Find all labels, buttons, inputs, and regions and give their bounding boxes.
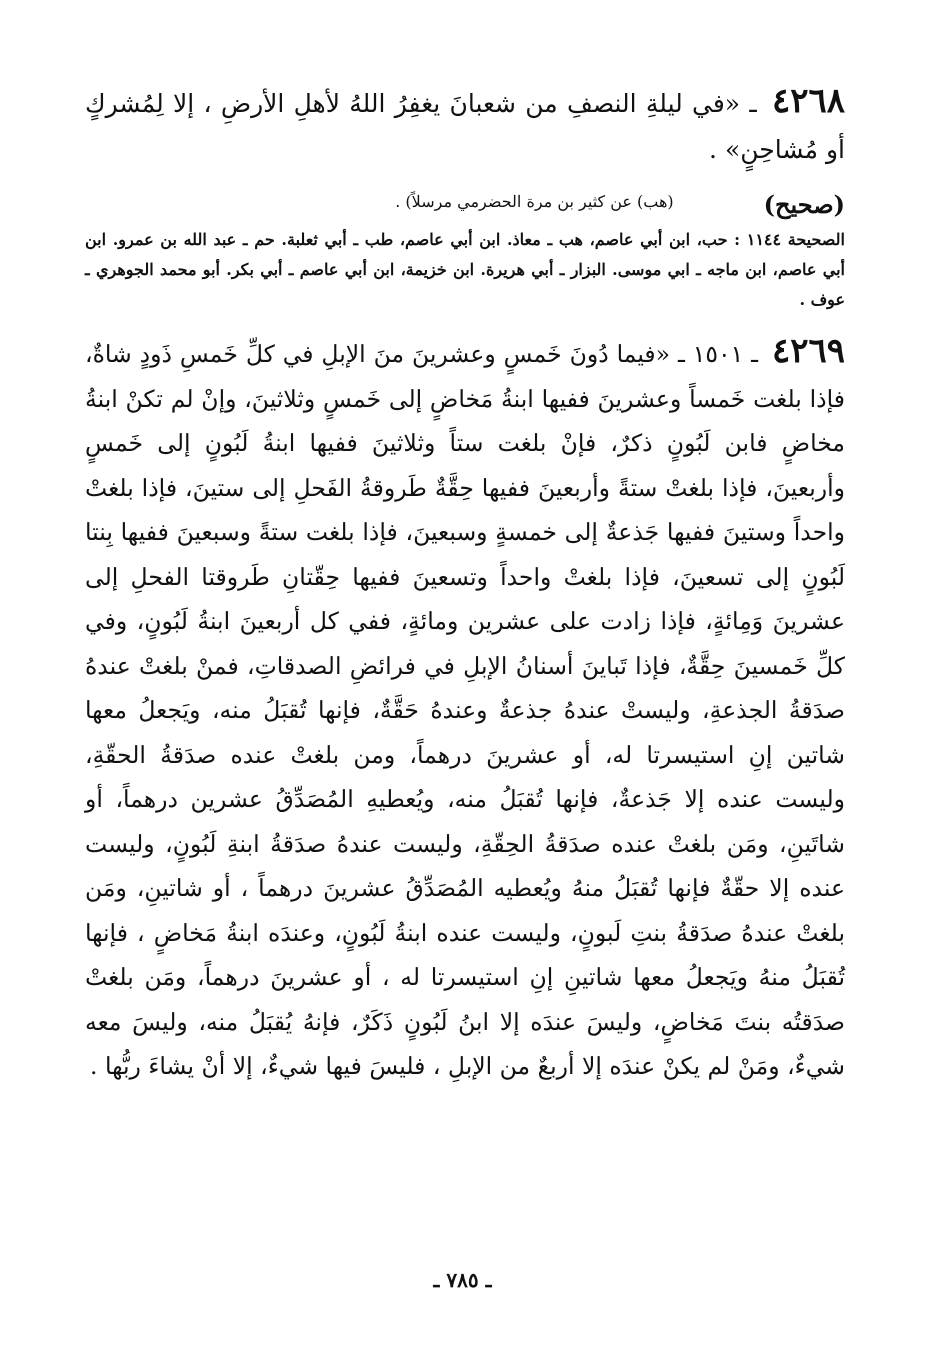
page-number: ـ ٧٨٥ ـ	[433, 1268, 492, 1292]
hadith-number: ٤٢٦٨	[771, 81, 845, 121]
hadith-number: ٤٢٦٩	[771, 331, 845, 371]
references-note: الصحيحة ١١٤٤ : حب، ابن أبي عاصم، هب ـ معاذ. ابن أبي عاصم، طب ـ أبي ثعلبة. حم ـ عبد الله بن عمرو. ابن أبي عاصم، ابن ماجه ـ ابي موسى. البزار ـ أبي هريرة. ابن خزيمة، ابن أبي عاصم ـ أبي بكر. أبو محمد الجوهري ـ عوف .	[85, 230, 846, 309]
page-body	[85, 78, 845, 1089]
source-citation: (هب) عن كثير بن مرة الحضرمي مرسلاً) .	[395, 192, 674, 211]
grade-label: (صحيح)	[763, 190, 845, 219]
hadith-text: ـ «في ليلةِ النصفِ من شعبانَ يغفِرُ اللهُ لأهلِ الأرضِ ، إلا لِمُشركٍ أو مُشاحِنٍ» .	[85, 89, 845, 164]
hadith-4269	[85, 329, 845, 1089]
hadith-4268	[85, 78, 845, 173]
hadith-text: ـ ١٥٠١ ـ «فيما دُونَ خَمسٍ وعشرينَ منَ الإبلِ في كلِّ خَمسِ ذَودٍ شاةٌ، فإذا بلغت خَمساً وعشرينَ ففيها ابنةُ مَخاضٍ إلى خَمسٍ وثلاثينَ، وإنْ لم تكنْ ابنةُ مخاضٍ فابن لَبُونٍ ذكرٌ، فإنْ بلغت ستاً وثلاثينَ ففيها ابنةُ لَبُونٍ إلى خَمسٍ وأربعينَ، فإذا بلغتْ ستةً وأربعينَ ففيها حِقَّةٌ طَروقةُ الفَحلِ إلى ستينَ، فإذا بلغتْ واحداً وستينَ ففيها جَذعةٌ إلى خمسةٍ وسبعينَ، فإذا بلغت ستةً وسبعينَ ففيها بِنتا لَبُونٍ إلى تسعينَ، فإذا بلغتْ واحداً وتسعينَ ففيها حِقّتانِ طَروقتا الفحلِ إلى عشرينَ وَمِائةٍ، فإذا زادت على عشرين ومائةٍ، ففي كل أربعينَ ابنةُ لَبُونٍ، وفي كلِّ خَمسينَ حِقَّةٌ، فإذا تَباينَ أسنانُ الإبلِ في فرائضِ الصدقاتِ، فمنْ بلغتْ عندهُ صدَقةُ الجذعةِ، وليستْ عندهُ جذعةٌ وعندهُ حَقَّةٌ، فإنها تُقبَلُ منه، ويَجعلُ معها شاتين إنِ استيسرتا له، أو عشرينَ درهماً، ومن بلغتْ عنده صدَقةُ الحقّةِ، وليست عنده إلا جَذعةٌ، فإنها تُقبَلُ منه، ويُعطيهِ المُصَدِّقُ عشرين درهماً، أو شاتَينِ، ومَن بلغتْ عنده صدَقةُ الحِقّةِ، وليست عندهُ صدَقةُ ابنةِ لَبُونٍ، وليست عنده إلا حقّةٌ فإنها تُقبَلُ منهُ ويُعطيه المُصَدِّقُ عشرينَ درهماً ، أو شاتينِ، ومَن بلغتْ عندهُ صدَقةُ بنتِ لَبونٍ، وليست عنده ابنةُ لَبُونٍ، وعندَه ابنةُ مَخاضٍ ، فإنها تُقبَلُ منهُ ويَجعلُ معها شاتينِ إنِ استيسرتا له ، أو عشرينَ درهماً، ومَن بلغتْ صدَقتُه بنتَ مَخاضٍ، وليسَ عندَه إلا ابنُ لَبُونٍ ذَكَرٌ، فإنهُ يُقبَلُ منه، وليسَ معه شيءٌ، ومَنْ لم يكنْ عندَه إلا أربعٌ من الإبلِ ، فليسَ فيها شيءٌ، إلا أنْ يشاءَ ربُّها .	[85, 340, 845, 1080]
grade-row	[85, 175, 845, 219]
